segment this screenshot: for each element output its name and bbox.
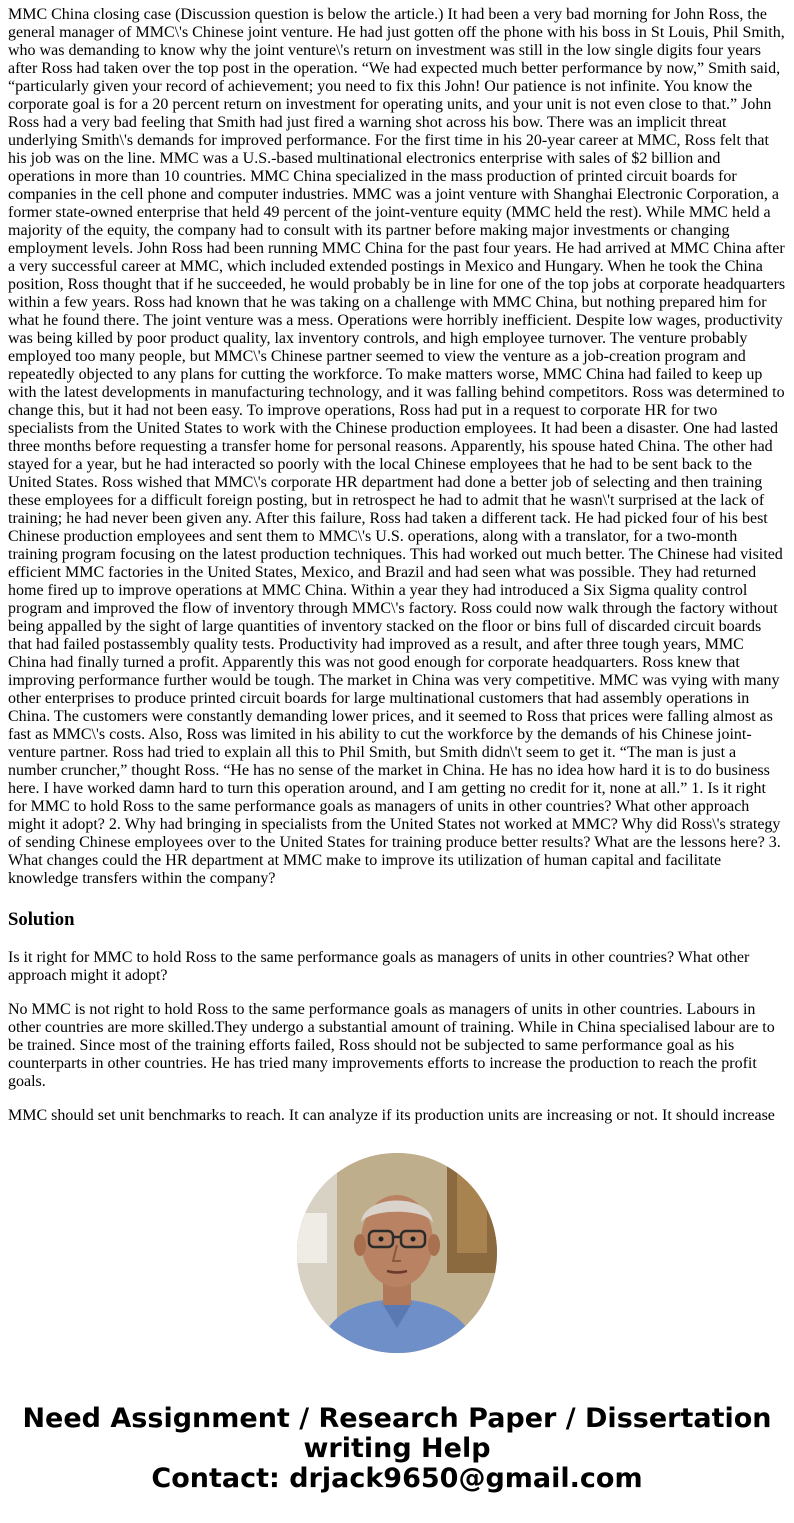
promo-line-1: Need Assignment / Research Paper / Dissertation <box>22 1403 772 1434</box>
solution-answer: No MMC is not right to hold Ross to the same performance goals as managers of units in other countries. Labours in other countries are more skilled.They undergo a substantial amount of training. While in China specialised labour are to be trained. Since most of the training efforts failed, Ross should not be subjected to same performance goal as his counterparts in other countries. He has tried many improvements efforts to increase the production to reach the profit goals. <box>8 1001 775 1090</box>
promo-contact: Contact: drjack9650@gmail.com <box>151 1463 643 1494</box>
promo-line-2: writing Help <box>303 1433 491 1464</box>
author-portrait-image <box>297 1153 497 1353</box>
promo-banner <box>0 1404 794 1494</box>
solution-heading: Solution <box>8 909 75 930</box>
solution-question: Is it right for MMC to hold Ross to the same performance goals as managers of units in other countries? What other approach might it adopt? <box>8 949 750 984</box>
case-study-text: MMC China closing case (Discussion question is below the article.) It had been a very bad morning for John Ross, the general manager of MMC\'s Chinese joint venture. He had just gotten off the phone with his boss in St Louis, Phil Smith, who was demanding to know why the joint venture\'s return on investment was still in the low single digits four years after Ross had taken over the top post in the operation. “We had expected much better performance by now,” Smith said, “particularly given your record of achievement; you need to fix this John! Our patience is not infinite. You know the corporate goal is for a 20 percent return on investment for operating units, and your unit is not even close to that.” John Ross had a very bad feeling that Smith had just fired a warning shot across his bow. There was an implicit threat underlying Smith\'s demands for improved performance. For the first time in his 20-year career at MMC, Ross felt that his job was on the line. MMC was a U.S.-based multinational electronics enterprise with sales of $2 billion and operations in more than 10 countries. MMC China specialized in the mass production of printed circuit boards for companies in the cell phone and computer industries. MMC was a joint venture with Shanghai Electronic Corporation, a former state-owned enterprise that held 49 percent of the joint-venture equity (MMC held the rest). While MMC held a majority of the equity, the company had to consult with its partner before making major investments or changing employment levels. John Ross had been running MMC China for the past four years. He had arrived at MMC China after a very successful career at MMC, which included extended postings in Mexico and Hungary. When he took the China position, Ross thought that if he succeeded, he would probably be in line for one of the top jobs at corporate headquarters within a few years. Ross had known that he was taking on a challenge with MMC China, but nothing prepared him for what he found there. The joint venture was a mess. Operations were horribly inefficient. Despite low wages, productivity was being killed by poor product quality, lax inventory controls, and high employee turnover. The venture probably employed too many people, but MMC\'s Chinese partner seemed to view the venture as a job-creation program and repeatedly objected to any plans for cutting the workforce. To make matters worse, MMC China had failed to keep up with the latest developments in manufacturing technology, and it was falling behind competitors. Ross was determined to change this, but it had not been easy. To improve operations, Ross had put in a request to corporate HR for two specialists from the United States to work with the Chinese production employees. It had been a disaster. One had lasted three months before requesting a transfer home for personal reasons. Apparently, his spouse hated China. The other had stayed for a year, but he had interacted so poorly with the local Chinese employees that he had to be sent back to the United States. Ross wished that MMC\'s corporate HR department had done a better job of selecting and then training these employees for a difficult foreign posting, but in retrospect he had to admit that he wasn\'t surprised at the lack of training; he had never been given any. After this failure, Ross had taken a different tack. He had picked four of his best Chinese production employees and sent them to MMC\'s U.S. operations, along with a translator, for a two-month training program focusing on the latest production techniques. This had worked out much better. The Chinese had visited efficient MMC factories in the United States, Mexico, and Brazil and had seen what was possible. They had returned home fired up to improve operations at MMC China. Within a year they had introduced a Six Sigma quality control program and improved the flow of inventory through MMC\'s factory. Ross could now walk through the factory without being appalled by the sight of large quantities of inventory stacked on the floor or bins full of discarded circuit boards that had failed postassembly quality tests. Productivity had improved as a result, and after three tough years, MMC China had finally turned a profit. Apparently this was not good enough for corporate headquarters. Ross knew that improving performance further would be tough. The market in China was very competitive. MMC was vying with many other enterprises to produce printed circuit boards for large multinational customers that had assembly operations in China. The customers were constantly demanding lower prices, and it seemed to Ross that prices were falling almost as fast as MMC\'s costs. Also, Ross was limited in his ability to cut the workforce by the demands of his Chinese joint-venture partner. Ross had tried to explain all this to Phil Smith, but Smith didn\'t seem to get it. “The man is just a number cruncher,” thought Ross. “He has no sense of the market in China. He has no idea how hard it is to do business here. I have worked damn hard to turn this operation around, and I am getting no credit for it, none at all.” 1. Is it right for MMC to hold Ross to the same performance goals as managers of units in other countries? What other approach might it adopt? 2. Why had bringing in specialists from the United States not worked at MMC? Why did Ross\'s strategy of sending Chinese employees over to the United States for training produce better results? What are the lessons here? 3. What changes could the HR department at MMC make to improve its utilization of human capital and facilitate knowledge transfers within the company? <box>8 6 786 887</box>
author-avatar <box>297 1153 497 1353</box>
article-body <box>8 6 786 1128</box>
solution-answer-truncated: MMC should set unit benchmarks to reach. It can analyze if its production units are increasing or not. It should increase <box>8 1107 775 1124</box>
